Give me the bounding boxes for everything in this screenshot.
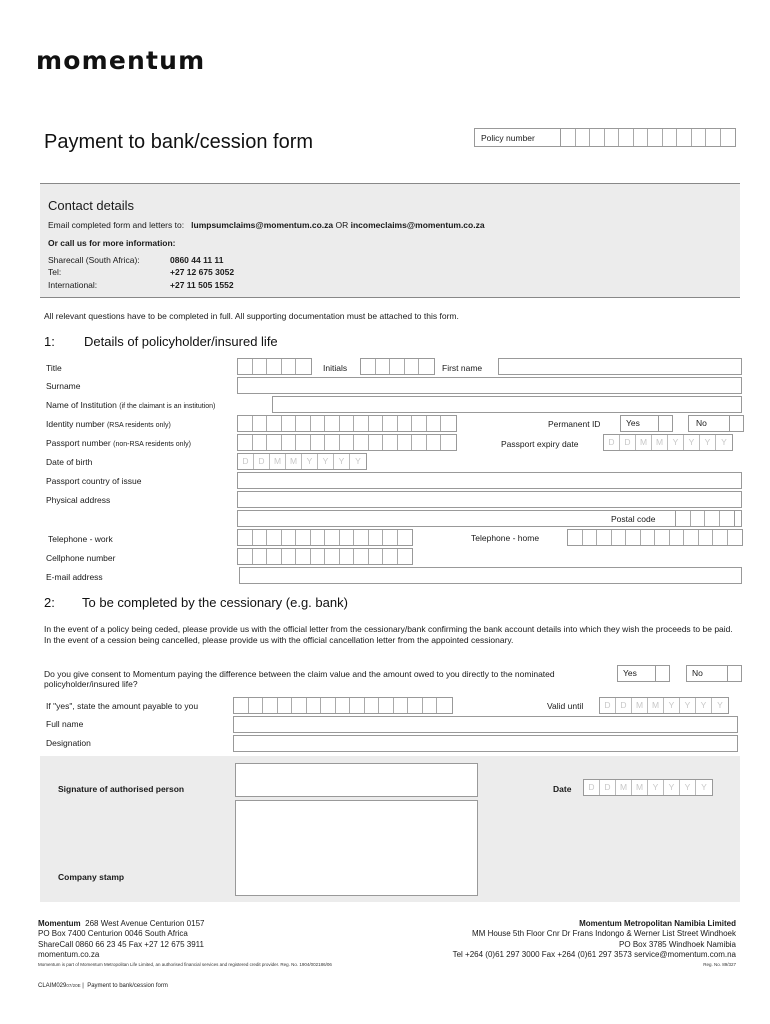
policy-cell[interactable] [692, 129, 707, 146]
date-cell[interactable]: Y [334, 454, 350, 469]
date-cell[interactable]: M [636, 435, 652, 450]
passport-country-input[interactable] [237, 472, 742, 489]
date-cell[interactable]: M [648, 698, 664, 713]
permanent-id-no[interactable] [688, 415, 744, 432]
no-label: No [696, 418, 707, 428]
full-name-label: Full name [46, 719, 84, 729]
first-name-input[interactable] [498, 358, 742, 375]
footer-legal: Momentum is part of Momentum Metropolitan Life Limited, an authorised financial services and registered credit provider. Reg. No. 1904/002186/06 [38, 962, 332, 968]
footer-namibia-contact: Tel +264 (0)61 297 3000 Fax +264 (0)61 297 3573 service@momentum.com.na [452, 949, 736, 959]
footer-right [376, 919, 736, 970]
email-income[interactable]: incomeclaims@momentum.co.za [350, 220, 485, 230]
policy-cell[interactable] [576, 129, 591, 146]
date-cell[interactable]: M [616, 780, 632, 795]
date-cell[interactable]: D [616, 698, 632, 713]
policy-cell[interactable] [663, 129, 678, 146]
yes-label: Yes [626, 418, 640, 428]
consent-question: Do you give consent to Momentum paying the difference between the claim value and the amount owed to you directly to the nominated policyholder/insured life? [44, 669, 555, 689]
section2-title: To be completed by the cessionary (e.g. bank) [82, 595, 348, 610]
permanent-id-yes[interactable] [620, 415, 673, 432]
dob-label: Date of birth [46, 457, 93, 467]
date-cell[interactable]: Y [318, 454, 334, 469]
consent-no[interactable] [686, 665, 742, 682]
sharecall-number: 0860 44 11 11 [170, 255, 224, 265]
no-checkbox[interactable] [727, 666, 741, 681]
date-cell[interactable]: M [632, 698, 648, 713]
identity-input[interactable] [237, 415, 457, 432]
consent-yes[interactable] [617, 665, 670, 682]
no-label: No [692, 668, 703, 678]
date-cell[interactable]: D [238, 454, 254, 469]
date-cell[interactable]: D [620, 435, 636, 450]
call-line: Or call us for more information: [48, 238, 176, 248]
email-line [48, 220, 485, 230]
valid-until-label: Valid until [547, 701, 584, 711]
initials-label: Initials [323, 363, 348, 373]
notice-text: All relevant questions have to be completed in full. All supporting documentation must be attached to this form. [44, 311, 459, 321]
footer-namibia-pobox: PO Box 3785 Windhoek Namibia [619, 939, 736, 949]
identity-text: Identity number [46, 419, 105, 429]
policy-cell[interactable] [648, 129, 663, 146]
date-cell[interactable]: Y [664, 780, 680, 795]
identity-note: (RSA residents only) [106, 422, 171, 429]
form-code-main: CLAIM029 [38, 983, 67, 989]
momentum-logo: momentum [36, 46, 206, 75]
signature-date-input[interactable] [583, 779, 713, 796]
section1-title: Details of policyholder/insured life [84, 334, 278, 349]
footer-address [38, 919, 418, 929]
footer-namibia-reg: Reg. No. 89/327 [703, 962, 736, 968]
company-stamp-label: Company stamp [58, 872, 125, 882]
footer-namibia-company: Momentum Metropolitan Namibia Limited [579, 919, 736, 928]
yes-checkbox[interactable] [655, 666, 669, 681]
date-cell[interactable]: M [632, 780, 648, 795]
page-title: Payment to bank/cession form [44, 131, 314, 153]
passport-country-label: Passport country of issue [46, 476, 142, 486]
policy-cell[interactable] [590, 129, 605, 146]
footer-left [38, 919, 418, 970]
footer-website[interactable]: momentum.co.za [38, 949, 100, 959]
contact-heading: Contact details [48, 198, 134, 213]
contact-details-panel [40, 183, 740, 298]
dob-input[interactable] [237, 453, 367, 470]
passport-note: (non-RSA residents only) [113, 441, 191, 448]
intl-label: International: [48, 280, 98, 290]
title-input[interactable] [237, 358, 312, 375]
email-or: OR [335, 220, 349, 230]
physical-address-input-1[interactable] [237, 491, 742, 508]
email-lumpsum[interactable]: lumpsumclaims@momentum.co.za [191, 220, 334, 230]
date-cell[interactable]: D [600, 780, 616, 795]
surname-label: Surname [46, 381, 81, 391]
policy-cell[interactable] [605, 129, 620, 146]
tel-home-label: Telephone - home [471, 533, 540, 543]
designation-label: Designation [46, 738, 91, 748]
date-cell[interactable]: Y [664, 698, 680, 713]
policy-cell[interactable] [721, 129, 736, 146]
permanent-id-label: Permanent ID [548, 419, 601, 429]
cellphone-input[interactable] [237, 548, 413, 565]
date-cell[interactable]: Y [680, 780, 696, 795]
intl-number: +27 11 505 1552 [170, 280, 234, 290]
date-cell[interactable]: M [286, 454, 302, 469]
physical-address-input-2[interactable] [237, 510, 742, 527]
postal-code-input[interactable] [675, 510, 735, 527]
policy-cell[interactable] [561, 129, 576, 146]
institution-input[interactable] [272, 396, 742, 413]
date-cell[interactable]: Y [721, 437, 727, 447]
form-code-version: 07/20E [66, 983, 81, 988]
signature-input[interactable] [235, 763, 478, 797]
footer-namibia-address: MM House 5th Floor Cnr Dr Frans Indongo & Werner List Street Windhoek [472, 929, 736, 939]
tel-label: Tel: [48, 267, 62, 277]
tel-number: +27 12 675 3052 [170, 267, 235, 277]
policy-cell[interactable] [634, 129, 649, 146]
first-name-label: First name [442, 363, 483, 373]
valid-until-input[interactable] [599, 697, 729, 714]
sharecall-label: Sharecall (South Africa): [48, 255, 140, 265]
tel-home-input[interactable] [567, 529, 743, 546]
tel-work-input[interactable] [237, 529, 413, 546]
date-cell[interactable]: D [600, 698, 616, 713]
no-checkbox[interactable] [729, 416, 743, 431]
policy-cell[interactable] [619, 129, 634, 146]
institution-note: (if the claimant is an institution) [119, 403, 216, 410]
date-cell[interactable]: Y [684, 435, 700, 450]
policy-number-field[interactable] [474, 128, 736, 147]
date-cell[interactable]: Y [680, 698, 696, 713]
date-cell[interactable]: Y [302, 454, 318, 469]
section2-number: 2: [44, 595, 55, 610]
date-cell[interactable]: Y [717, 700, 723, 710]
surname-input[interactable] [237, 377, 742, 394]
physical-address-label: Physical address [46, 495, 111, 505]
initials-input[interactable] [360, 358, 435, 375]
date-cell[interactable]: M [652, 435, 668, 450]
email-prefix: Email completed form and letters to: [48, 220, 185, 230]
signature-label: Signature of authorised person [58, 784, 185, 794]
form-name: Payment to bank/cession form [87, 983, 168, 989]
full-name-input[interactable] [233, 716, 738, 733]
date-cell[interactable]: Y [355, 456, 361, 466]
identity-label [46, 419, 171, 429]
date-cell[interactable]: Y [648, 780, 664, 795]
yes-checkbox[interactable] [658, 416, 672, 431]
date-cell[interactable]: D [254, 454, 270, 469]
postal-code-label: Postal code [611, 514, 656, 524]
email-input[interactable] [239, 567, 742, 584]
amount-label: If "yes", state the amount payable to you [46, 701, 199, 711]
passport-label [46, 438, 191, 448]
date-cell[interactable]: M [270, 454, 286, 469]
date-cell[interactable]: D [584, 780, 600, 795]
tel-work-label: Telephone - work [48, 534, 113, 544]
designation-input[interactable] [233, 735, 738, 752]
amount-input[interactable] [233, 697, 453, 714]
footer-street: 268 West Avenue Centurion 0157 [85, 919, 205, 928]
date-cell[interactable]: Y [668, 435, 684, 450]
passport-input[interactable] [237, 434, 457, 451]
date-cell[interactable]: D [604, 435, 620, 450]
email-label: E-mail address [46, 572, 103, 582]
date-cell[interactable]: Y [696, 698, 712, 713]
section1-number: 1: [44, 334, 55, 349]
footer-phone: ShareCall 0860 66 23 45 Fax +27 12 675 3911 [38, 939, 204, 949]
passport-expiry-label: Passport expiry date [501, 439, 579, 449]
institution-text: Name of Institution [46, 400, 117, 410]
company-stamp-box[interactable] [235, 800, 478, 896]
date-cell[interactable]: Y [700, 435, 716, 450]
form-code: CLAIM02907/20E | Payment to bank/cession form [38, 983, 168, 989]
title-label: Title [46, 363, 62, 373]
date-cell[interactable]: Y [701, 782, 707, 792]
yes-label: Yes [623, 668, 637, 678]
passport-expiry-input[interactable] [603, 434, 733, 451]
passport-text: Passport number [46, 438, 111, 448]
policy-cell[interactable] [677, 129, 692, 146]
cession-instructions: In the event of a policy being ceded, please provide us with the official letter from the cessionary/bank confirming the bank account details into which they wish the proceeds to be paid. In the event of a cession being cancelled, please provide us with the official cancellation letter from the appointed cessionary. [44, 624, 733, 645]
date-label: Date [553, 784, 572, 794]
policy-cell[interactable] [706, 129, 721, 146]
policy-number-label: Policy number [475, 129, 561, 146]
footer-company: Momentum [38, 919, 81, 928]
cellphone-label: Cellphone number [46, 553, 116, 563]
footer-pobox: PO Box 7400 Centurion 0046 South Africa [38, 929, 188, 939]
institution-label [46, 400, 215, 410]
